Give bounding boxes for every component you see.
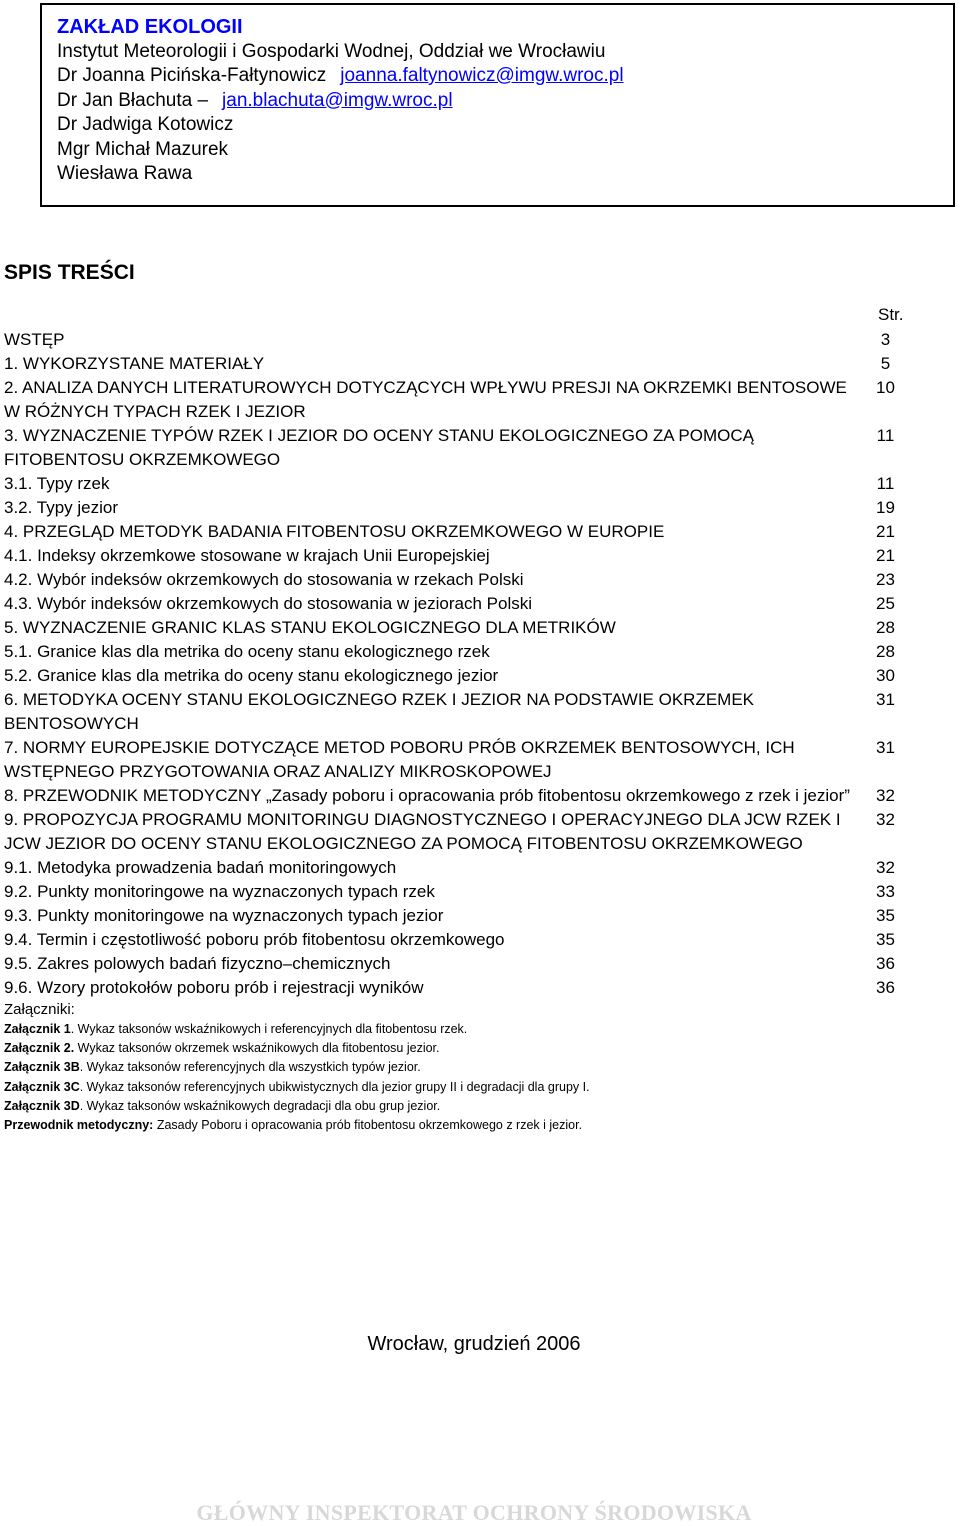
toc-entry[interactable] [4, 952, 960, 976]
toc-entry-page: 32 [876, 786, 895, 805]
toc-entry-page: 32 [876, 858, 895, 877]
toc-entry-title: 9.1. Metodyka prowadzenia badań monitoringowych [4, 858, 397, 877]
toc-entry-page: 28 [876, 642, 895, 661]
toc-entry[interactable] [4, 616, 960, 640]
toc-entry-title: 2. ANALIZA DANYCH LITERATUROWYCH DOTYCZĄCYCH WPŁYWU PRESJI NA OKRZEMKI BENTOSOWE W RÓŻNYCH TYPACH RZEK I JEZIOR [4, 378, 847, 421]
toc-entry-page: 5 [880, 354, 891, 373]
toc-entry[interactable] [4, 688, 960, 736]
institute-name: Instytut Meteorologii i Gospodarki Wodnej, Oddział we Wrocławiu [57, 40, 606, 62]
annex-description: . Wykaz taksonów referencyjnych dla wszystkich typów jezior. [79, 1060, 421, 1075]
toc-entry-page: 23 [876, 570, 895, 589]
author-line [57, 64, 953, 89]
author-name: Wiesława Rawa [57, 163, 193, 184]
toc-entry-title: 9.3. Punkty monitoringowe na wyznaczonych typach jezior [4, 906, 444, 925]
toc-entry[interactable] [4, 736, 960, 784]
annex-item [4, 1097, 960, 1116]
annex-label: Załącznik 3C [4, 1079, 80, 1094]
department-name: ZAKŁAD EKOLOGII [57, 16, 243, 38]
toc-entry-title: 9.4. Termin i częstotliwość poboru prób fitobentosu okrzemkowego [4, 930, 505, 949]
author-line [57, 89, 953, 114]
page-column-label: Str. [878, 305, 904, 324]
annex-item [4, 1116, 960, 1135]
annex-item [4, 1058, 960, 1077]
toc-entry-title: 7. NORMY EUROPEJSKIE DOTYCZĄCE METOD POBORU PRÓB OKRZEMEK BENTOSOWYCH, ICH WSTĘPNEGO PRZYGOTOWANIA ORAZ ANALIZY MIKROSKOPOWEJ [4, 738, 795, 781]
toc-entry-page: 28 [876, 618, 895, 637]
toc-entry-title: 1. WYKORZYSTANE MATERIAŁY [4, 354, 265, 373]
toc-entry-title: 4. PRZEGLĄD METODYK BADANIA FITOBENTOSU OKRZEMKOWEGO W EUROPIE [4, 522, 665, 541]
toc-entry-page: 21 [876, 546, 895, 565]
annex-label: Przewodnik metodyczny: [4, 1118, 154, 1133]
table-of-contents [4, 328, 960, 1135]
toc-entry-page: 11 [876, 426, 895, 445]
annex-description: . Wykaz taksonów wskaźnikowych i referencyjnych dla fitobentosu rzek. [70, 1022, 468, 1036]
toc-entry-title: 4.2. Wybór indeksów okrzemkowych do stosowania w rzekach Polski [4, 570, 524, 589]
email-link[interactable]: jan.blachuta@imgw.wroc.pl [222, 89, 453, 111]
toc-entry[interactable] [4, 328, 960, 352]
toc-entry-title: 9.5. Zakres polowych badań fizyczno–chemicznych [4, 954, 391, 973]
toc-entry-page: 31 [876, 690, 895, 709]
toc-entry-title: 9.2. Punkty monitoringowe na wyznaczonych typach rzek [4, 882, 435, 901]
toc-entry[interactable] [4, 520, 960, 544]
toc-entry-page: 10 [876, 378, 895, 397]
toc-entry-page: 30 [876, 666, 895, 685]
toc-entry-title: 9.6. Wzory protokołów poboru prób i rejestracji wyników [4, 978, 424, 997]
toc-entry-page: 25 [876, 594, 895, 613]
toc-entry[interactable] [4, 352, 960, 376]
toc-entry-title: 6. METODYKA OCENY STANU EKOLOGICZNEGO RZEK I JEZIOR NA PODSTAWIE OKRZEMEK BENTOSOWYCH [4, 690, 755, 733]
toc-entry-page: 11 [876, 474, 895, 493]
annex-item [4, 1020, 960, 1039]
toc-entry[interactable] [4, 664, 960, 688]
toc-entry-page: 35 [876, 906, 895, 925]
toc-entry-page: 3 [880, 330, 891, 349]
annex-item [4, 1039, 960, 1058]
toc-entry-page: 31 [876, 738, 895, 757]
toc-entry-page: 36 [876, 954, 895, 973]
annex-label: Załącznik 3D [4, 1098, 80, 1113]
toc-entry-page: 21 [876, 522, 895, 541]
toc-entry[interactable] [4, 880, 960, 904]
annexes-label: Załączniki: [4, 1001, 75, 1018]
toc-entry[interactable] [4, 424, 960, 472]
toc-entry-page: 19 [876, 498, 895, 517]
organization-name: GŁÓWNY INSPEKTORAT OCHRONY ŚRODOWISKA [196, 1500, 752, 1525]
toc-entry[interactable] [4, 856, 960, 880]
toc-entry-title: 9. PROPOZYCJA PROGRAMU MONITORINGU DIAGNOSTYCZNEGO I OPERACYJNEGO DLA JCW RZEK I JCW JEZIOR DO OCENY STANU EKOLOGICZNEGO ZA POMOCĄ FITOBENTOSU OKRZEMKOWEGO [4, 810, 841, 853]
toc-entry[interactable] [4, 808, 960, 856]
annex-label: Załącznik 3B [4, 1060, 80, 1075]
toc-entry-page: 36 [876, 978, 895, 997]
author-name: Dr Joanna Picińska-Fałtynowicz [57, 65, 327, 86]
annex-label: Załącznik 1 [4, 1022, 71, 1036]
header-box [40, 3, 955, 207]
toc-entry-title: 8. PRZEWODNIK METODYCZNY „Zasady poboru i opracowania prób fitobentosu okrzemkowego z rzek i jezior” [4, 786, 850, 805]
toc-entry-page: 32 [876, 810, 895, 829]
toc-entry-title: 4.3. Wybór indeksów okrzemkowych do stosowania w jeziorach Polski [4, 594, 533, 613]
toc-entry-page: 33 [876, 882, 895, 901]
toc-entry[interactable] [4, 592, 960, 616]
toc-entry-title: 4.1. Indeksy okrzemkowe stosowane w krajach Unii Europejskiej [4, 546, 490, 565]
toc-entry-title: 5.1. Granice klas dla metrika do oceny stanu ekologicznego rzek [4, 642, 490, 661]
author-name: Dr Jan Błachuta – [57, 89, 209, 111]
toc-entry[interactable] [4, 928, 960, 952]
place-date: Wrocław, grudzień 2006 [367, 1333, 581, 1355]
toc-entry-title: 3.1. Typy rzek [4, 474, 110, 493]
toc-entry[interactable] [4, 472, 960, 496]
toc-entry-title: 5.2. Granice klas dla metrika do oceny stanu ekologicznego jezior [4, 666, 499, 685]
toc-entry-page: 35 [876, 930, 895, 949]
author-name: Dr Jadwiga Kotowicz [57, 114, 234, 135]
toc-entry[interactable] [4, 568, 960, 592]
annex-label: Załącznik 2. [4, 1041, 75, 1056]
toc-entry[interactable] [4, 376, 960, 424]
annex-description: . Wykaz taksonów wskaźnikowych degradacji dla obu grup jezior. [79, 1098, 441, 1113]
toc-title: SPIS TREŚCI [4, 261, 135, 284]
toc-entry[interactable] [4, 784, 960, 808]
annex-description: Zasady Poboru i opracowania prób fitobentosu okrzemkowego z rzek i jezior. [153, 1118, 583, 1133]
toc-entry-title: 3.2. Typy jezior [4, 498, 119, 517]
toc-entry-title: 3. WYZNACZENIE TYPÓW RZEK I JEZIOR DO OCENY STANU EKOLOGICZNEGO ZA POMOCĄ FITOBENTOSU OKRZEMKOWEGO [4, 426, 754, 469]
toc-entry-title: WSTĘP [4, 330, 65, 349]
toc-entry[interactable] [4, 976, 960, 1000]
annex-description: Wykaz taksonów okrzemek wskaźnikowych dla fitobentosu jezior. [74, 1041, 440, 1056]
author-name: Mgr Michał Mazurek [57, 138, 229, 160]
annex-description: . Wykaz taksonów referencyjnych ubikwistycznych dla jezior grupy II i degradacji dla grupy I. [79, 1079, 590, 1094]
toc-entry-title: 5. WYZNACZENIE GRANIC KLAS STANU EKOLOGICZNEGO DLA METRIKÓW [4, 618, 616, 637]
toc-entry[interactable] [4, 640, 960, 664]
toc-entry[interactable] [4, 496, 960, 520]
email-link[interactable]: joanna.faltynowicz@imgw.wroc.pl [340, 65, 624, 86]
toc-entry[interactable] [4, 904, 960, 928]
toc-entry[interactable] [4, 544, 960, 568]
annex-item [4, 1078, 960, 1097]
